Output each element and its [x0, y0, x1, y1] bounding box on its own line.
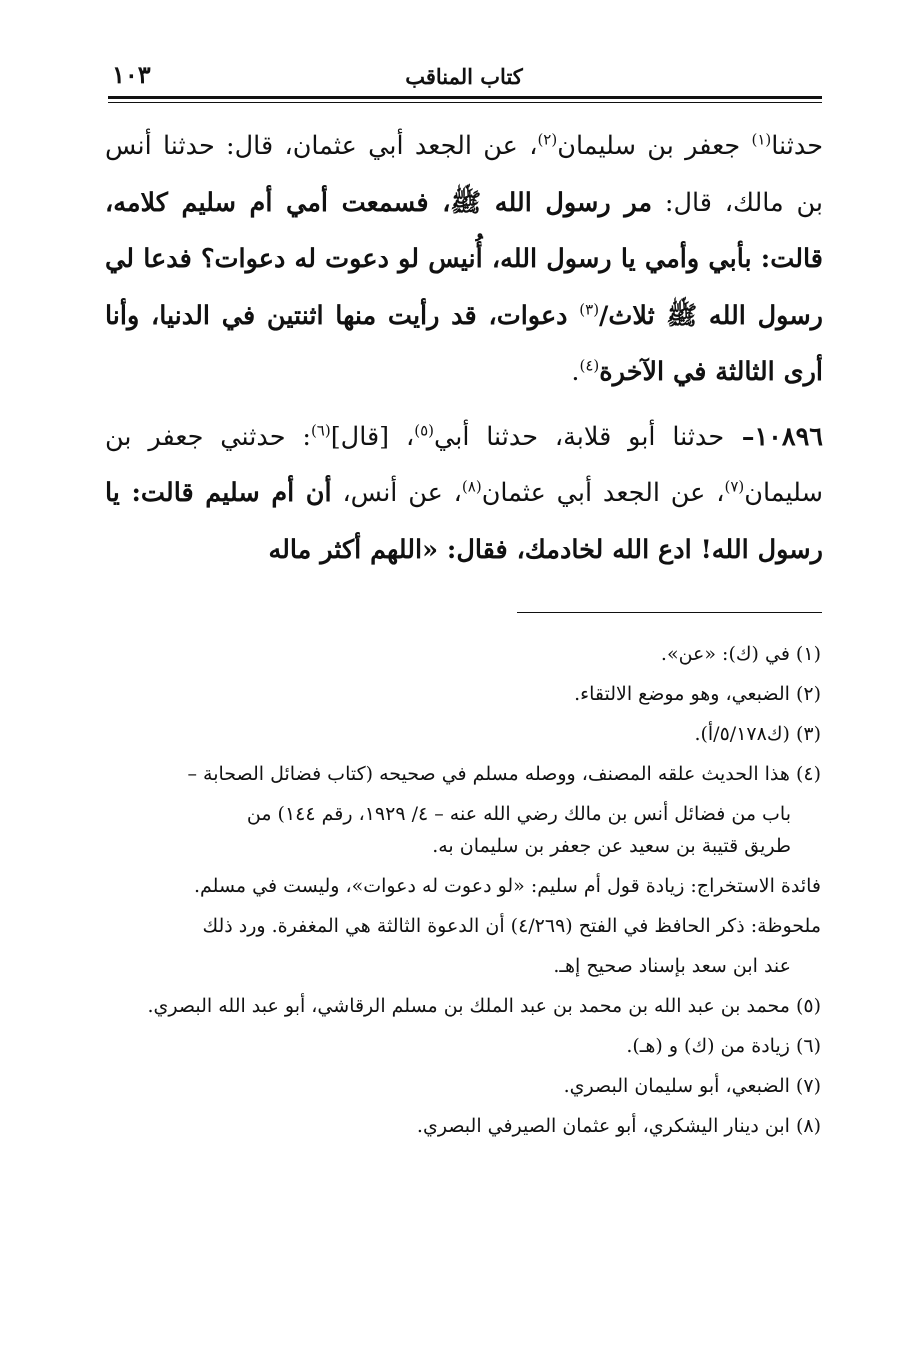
paragraph-1 — [105, 118, 823, 401]
footnote-ref-4: (٤) — [579, 356, 600, 375]
hadith-matn-bold: مر رسول الله ﷺ، فسمعت أمي أم سليم كلامه، قالت: بأبي وأمي يا رسول الله، أُنيس لو دعوت له دعوات؟ فدعا لي رسول الله ﷺ ثلاث/ — [105, 187, 824, 331]
footnote-ref-8: (٨) — [461, 477, 482, 496]
footnote-ref-1: (١) — [751, 130, 772, 149]
footnote-4-line: طريق قتيبة بن سعيد عن جعفر بن سليمان به. — [432, 835, 791, 857]
footnote-5: (٥) محمد بن عبد الله بن محمد بن عبد الملك بن مسلم الرقاشي، أبو عبد الله البصري. — [147, 995, 821, 1017]
text-run: ، عن الجعد أبي عثمان — [481, 478, 725, 508]
footnote-ref-5: (٥) — [414, 421, 434, 439]
footnote-4-benefit: فائدة الاستخراج: زيادة قول أم سليم: «لو دعوت له دعوات»، وليست في مسلم. — [194, 875, 821, 897]
footnote-6: (٦) زيادة من (ك) و (هـ). — [626, 1035, 821, 1057]
header-rule-thin — [108, 102, 822, 103]
header-rule-thick — [108, 96, 822, 99]
footnote-separator — [517, 612, 822, 613]
footnote-4-remark-cont: عند ابن سعد بإسناد صحيح إهـ. — [553, 955, 791, 977]
main-text — [105, 118, 823, 578]
footnote-4-continuation — [105, 798, 791, 862]
footnote-ref-7: (٧) — [724, 477, 745, 496]
paragraph-2 — [105, 409, 823, 579]
page-number: ١٠٣ — [112, 60, 151, 89]
text-run: ، [قال] — [330, 421, 415, 452]
footnote-7: (٧) الضبعي، أبو سليمان البصري. — [563, 1075, 821, 1097]
chapter-title: كتاب المناقب — [405, 64, 523, 89]
hadith-matn-bold: أن أم سليم قالت: يا رسول الله! ادع الله لخادمك، فقال: «اللهم أكثر ماله — [105, 478, 823, 565]
text-run: ، عن الجعد أبي عثمان، قال: حدثنا أنس بن مالك، قال: — [105, 131, 823, 218]
footnote-ref-3: (٣) — [579, 300, 600, 318]
hadith-dash: – — [724, 421, 755, 452]
text-run: حدثنا أبو قلابة، حدثنا أبي — [433, 421, 725, 452]
text-run: : حدثني جعفر بن سليمان — [105, 421, 823, 508]
footnote-8: (٨) ابن دينار اليشكري، أبو عثمان الصيرفي البصري. — [416, 1115, 821, 1137]
footnote-2: (٢) الضبعي، وهو موضع الالتقاء. — [574, 683, 821, 705]
page-header — [108, 60, 820, 96]
text-run: حدثنا — [771, 131, 823, 161]
text-run: جعفر بن سليمان — [557, 131, 752, 161]
hadith-number: ١٠٨٩٦ — [754, 421, 823, 452]
footnote-1: (١) في (ك): «عن». — [660, 643, 821, 665]
footnotes — [105, 638, 821, 1150]
text-run: . — [571, 357, 580, 387]
footnote-4-line: باب من فضائل أنس بن مالك رضي الله عنه – ٤/ ١٩٢٩، رقم ١٤٤) من — [246, 803, 791, 825]
text-run: ، عن أنس، — [331, 478, 462, 508]
footnote-4-remark: ملحوظة: ذكر الحافظ في الفتح (٤/٢٦٩) أن الدعوة الثالثة هي المغفرة. ورد ذلك — [202, 915, 821, 937]
footnote-4: (٤) هذا الحديث علقه المصنف، ووصله مسلم في صحيحه (كتاب فضائل الصحابة – — [187, 763, 821, 785]
hadith-matn-bold: دعوات، قد رأيت منها اثنتين في الدنيا، وأنا أرى الثالثة في الآخرة — [105, 300, 823, 387]
footnote-ref-2: (٢) — [537, 130, 558, 149]
footnote-ref-6: (٦) — [310, 421, 331, 439]
footnote-3: (٣) (ك٥/١٧٨/أ). — [694, 723, 821, 745]
